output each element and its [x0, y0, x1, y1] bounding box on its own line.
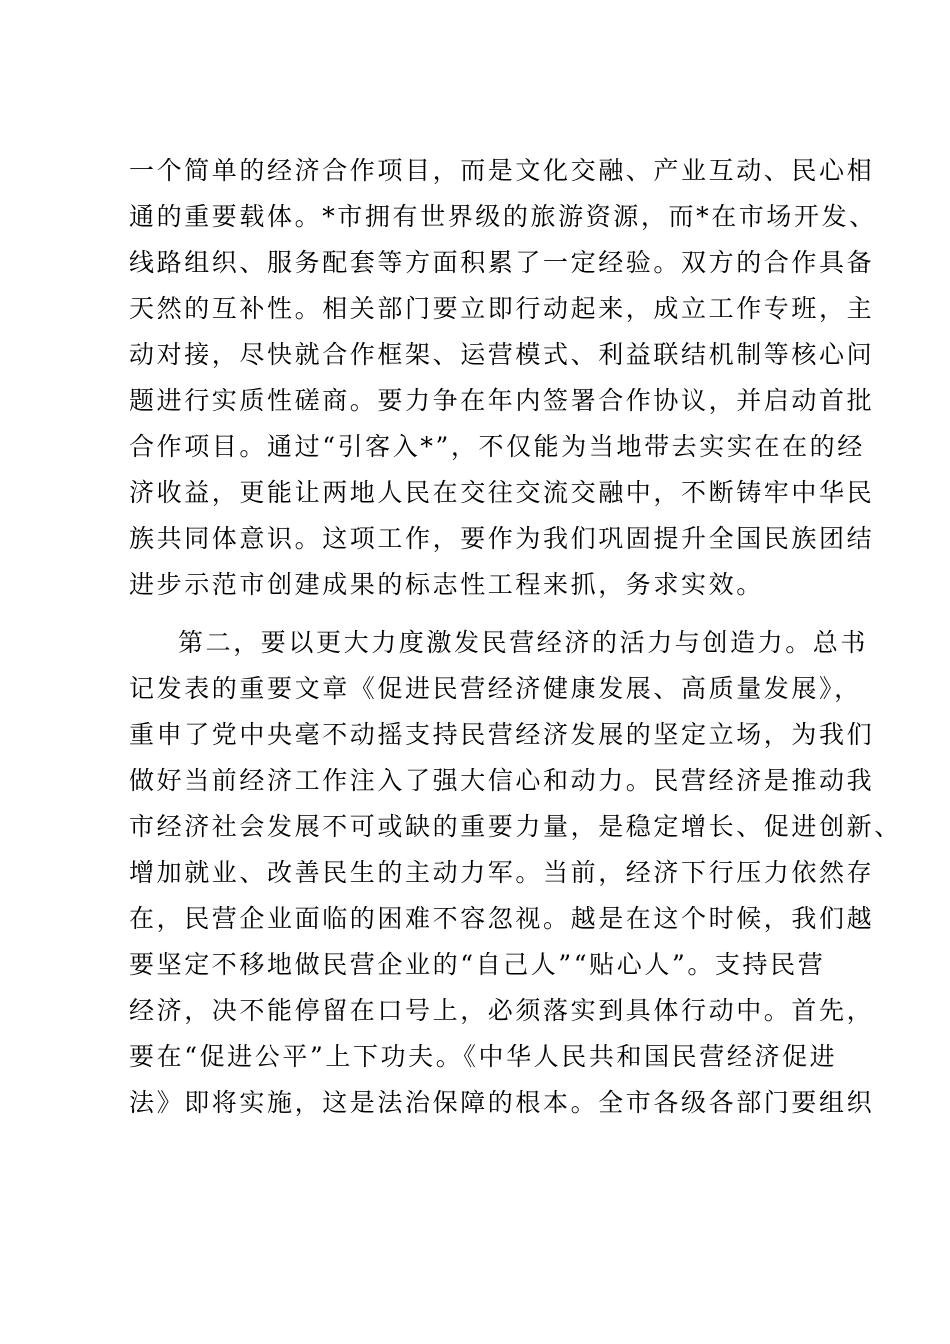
text-line: 增加就业、改善民生的主动力军。当前，经济下行压力依然存 [129, 858, 875, 887]
text-line: 要在“促进公平”上下功夫。《中华人民共和国民营经济促进 [129, 1042, 838, 1071]
text-line: 一个简单的经济合作项目，而是文化交融、产业互动、民心相 [129, 156, 875, 185]
text-line: 进步示范市创建成果的标志性工程来抓，务求实效。 [129, 570, 764, 599]
text-line: 法》即将实施，这是法治保障的根本。全市各级各部门要组织 [129, 1088, 875, 1117]
text-line: 线路组织、服务配套等方面积累了一定经验。双方的合作具备 [129, 248, 875, 277]
text-line: 要坚定不移地做民营企业的“自己人”“贴心人”。支持民营 [129, 950, 826, 979]
text-line: 族共同体意识。这项工作，要作为我们巩固提升全国民族团结 [129, 524, 875, 553]
text-line: 动对接，尽快就合作框架、运营模式、利益联结机制等核心问 [129, 340, 875, 369]
text-line: 在，民营企业面临的困难不容忽视。越是在这个时候，我们越 [129, 904, 875, 933]
text-line: 通的重要载体。*市拥有世界级的旅游资源，而*在市场开发、 [129, 202, 877, 231]
text-line: 市经济社会发展不可或缺的重要力量，是稳定增长、促进创新、 [129, 812, 902, 841]
text-line-paragraph-start: 第二，要以更大力度激发民营经济的活力与创造力。总书 [178, 628, 869, 657]
text-line: 经济，决不能停留在口号上，必须落实到具体行动中。首先， [129, 996, 875, 1025]
text-line: 重申了党中央毫不动摇支持民营经济发展的坚定立场，为我们 [129, 720, 875, 749]
text-line: 天然的互补性。相关部门要立即行动起来，成立工作专班，主 [129, 294, 875, 323]
text-line: 济收益，更能让两地人民在交往交流交融中，不断铸牢中华民 [129, 478, 875, 507]
text-line: 题进行实质性磋商。要力争在年内签署合作协议，并启动首批 [129, 386, 875, 415]
text-line: 做好当前经济工作注入了强大信心和动力。民营经济是推动我 [129, 766, 875, 795]
text-line: 记发表的重要文章《促进民营经济健康发展、高质量发展》， [129, 674, 862, 703]
text-line: 合作项目。通过“引客入*”，不仅能为当地带去实实在在的经 [129, 432, 865, 461]
